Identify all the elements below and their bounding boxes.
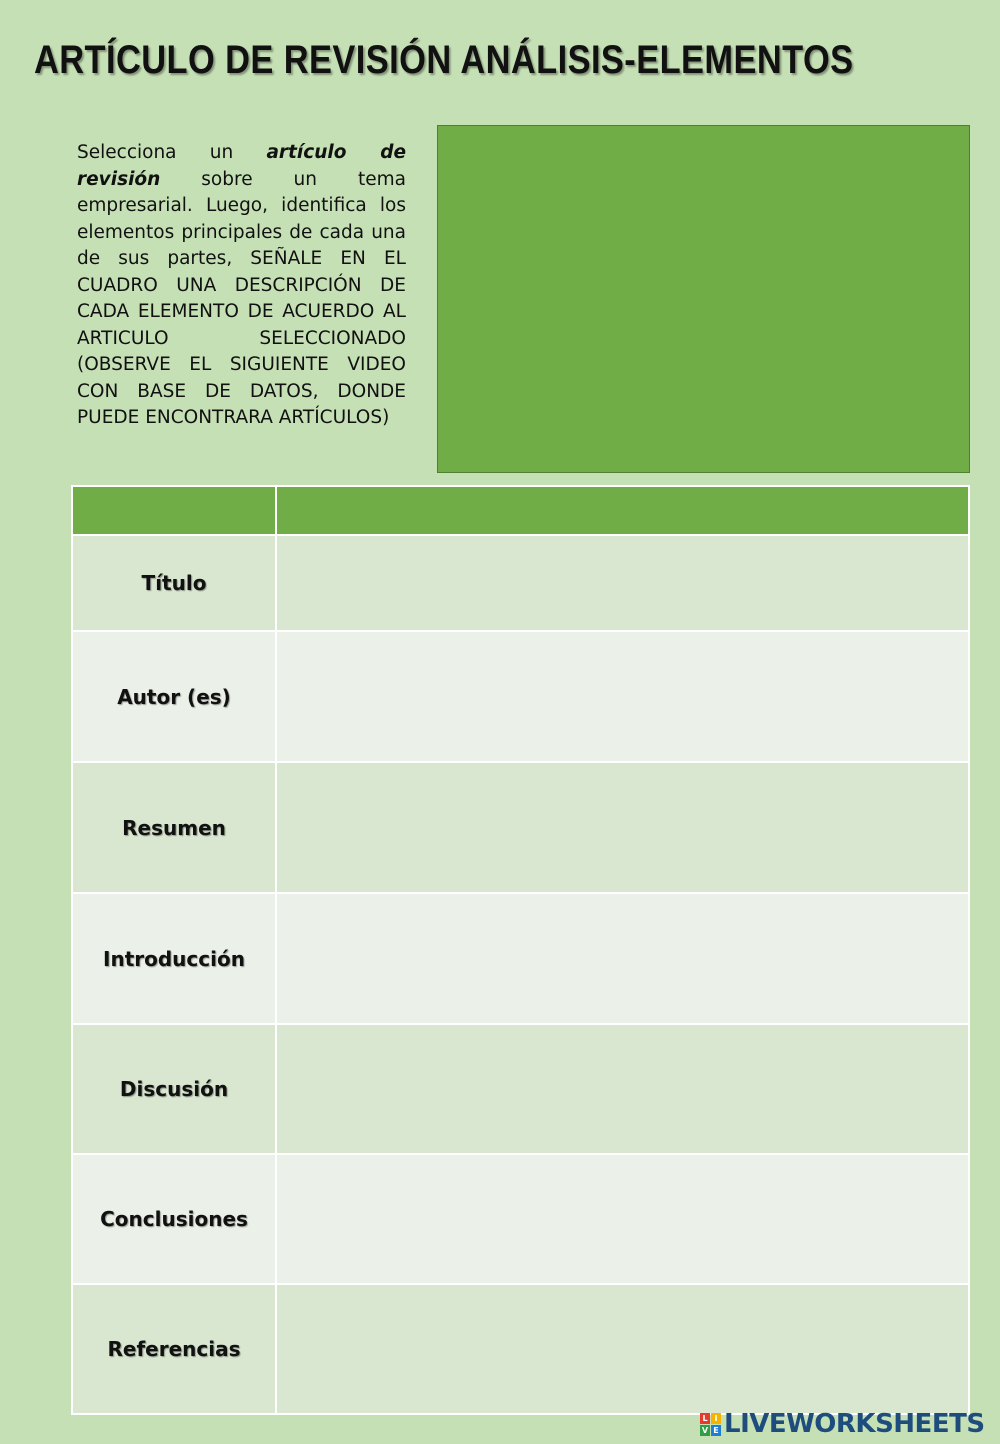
liveworksheets-logo: [700, 1408, 985, 1440]
video-embed[interactable]: [437, 125, 970, 473]
answer-field-conclusiones[interactable]: [276, 1154, 969, 1284]
table-header-row: [72, 486, 969, 535]
header-cell-answer: [276, 486, 969, 535]
elements-table: [71, 485, 970, 1415]
row-label-autores: Autor (es): [72, 631, 276, 762]
table-row: [72, 893, 969, 1024]
instructions-lead: Selecciona un: [77, 142, 234, 163]
logo-text: LIVEWORKSHEETS: [724, 1409, 985, 1439]
instructions-text: [77, 140, 406, 432]
page-title: ARTÍCULO DE REVISIÓN ANÁLISIS-ELEMENTOS: [34, 38, 854, 82]
row-label-referencias: Referencias: [72, 1284, 276, 1414]
row-label-resumen: Resumen: [72, 762, 276, 893]
answer-field-discusion[interactable]: [276, 1024, 969, 1154]
row-label-discusion: Discusión: [72, 1024, 276, 1154]
row-label-conclusiones: Conclusiones: [72, 1154, 276, 1284]
table-row: [72, 762, 969, 893]
row-label-titulo: Título: [72, 535, 276, 631]
table-row: [72, 1024, 969, 1154]
answer-field-titulo[interactable]: [276, 535, 969, 631]
answer-field-resumen[interactable]: [276, 762, 969, 893]
table-row: [72, 535, 969, 631]
table-row: [72, 631, 969, 762]
answer-field-referencias[interactable]: [276, 1284, 969, 1414]
logo-mark-icon: L I V E: [700, 1413, 721, 1436]
header-cell-label: [72, 486, 276, 535]
answer-field-introduccion[interactable]: [276, 893, 969, 1024]
table-row: [72, 1154, 969, 1284]
answer-field-autores[interactable]: [276, 631, 969, 762]
row-label-introduccion: Introducción: [72, 893, 276, 1024]
instructions-emphasis: artículo de revisión: [77, 142, 406, 190]
instructions-body: sobre un tema empresarial. Luego, identifica los elementos principales de cada una de sus partes, SEÑALE EN EL CUADRO UNA DESCRIPCIÓN DE CADA ELEMENTO DE ACUERDO AL ARTICULO SELECCIONADO (OBSERVE EL SIGUIENTE VIDEO CON BASE DE DATOS, DONDE PUEDE ENCONTRARA ARTÍCULOS): [77, 168, 406, 428]
table-row: [72, 1284, 969, 1414]
